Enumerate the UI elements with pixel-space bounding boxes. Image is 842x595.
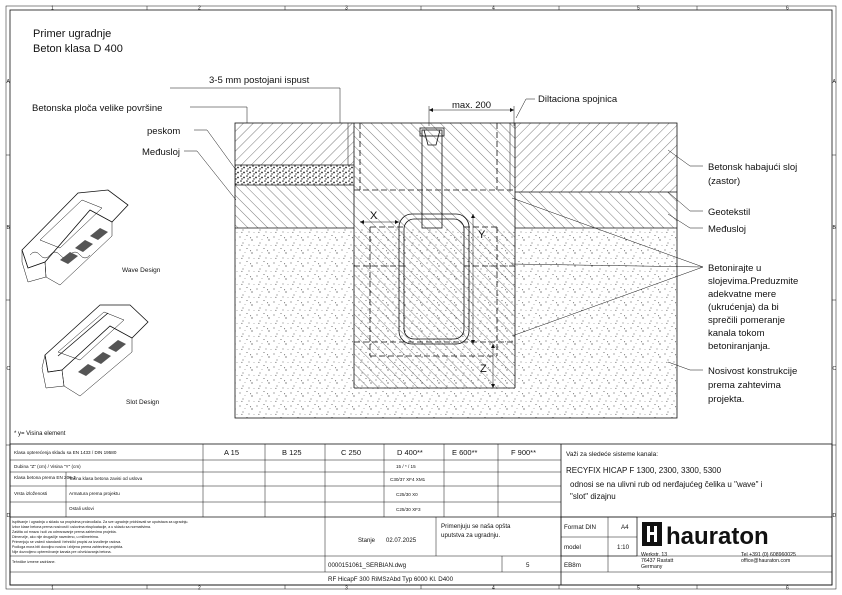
depth-height-value: 15 / * / 15 [396, 464, 416, 469]
label-wave-design: Wave Design [122, 267, 161, 274]
label-sand: peskom [147, 126, 181, 137]
col-marker-1-bottom: 1 [51, 585, 54, 592]
label-interlayer-left: Međusloj [142, 147, 181, 158]
col-marker-5-bottom: 5 [637, 585, 640, 592]
label-max-dim: max. 200 [452, 100, 492, 111]
col-marker-6-bottom: 6 [786, 585, 789, 592]
sub-label-3: Vrsta izloženosti [14, 491, 48, 496]
concrete-note-1: Betonirajte u [708, 263, 762, 274]
load-class-label: Klasa opterećenja skladu sa EN 1433 / DIN 19580 [14, 450, 117, 455]
right-interlayer [515, 192, 677, 228]
company-street: Werkstr. 13 [641, 552, 668, 558]
bearing-note-2: prema zahtevima [708, 380, 781, 391]
concrete-value-2: C25/30 X0 [396, 492, 418, 497]
doc-number: 0000151061_SERBIAN.dwg [328, 562, 407, 569]
hauraton-logo [642, 522, 769, 550]
col-marker-3: 3 [345, 5, 348, 12]
system-line-3: "slot" dizajnu [570, 492, 616, 501]
concrete-note-5: sprečili pomeranje [708, 315, 786, 326]
load-class-e600: E 600** [452, 448, 478, 457]
concrete-note-6: kanala tokom [708, 328, 765, 339]
system-line-2: odnosi se na ulivni rub od nerđajućeg čelika u "wave" i [570, 480, 763, 489]
concrete-note-2: slojevima.Preduzmite [708, 276, 799, 287]
concrete-note-7: betoniranjanja. [708, 341, 771, 352]
col-marker-5: 5 [637, 5, 640, 12]
label-geotextile: Geotekstil [708, 207, 751, 218]
label-wear-layer-1: Betonsk habajući sloj [708, 162, 798, 173]
label-y: Y [478, 229, 486, 241]
bearing-note-3: projekta. [708, 394, 745, 405]
slot-grate-icon [42, 305, 160, 406]
left-interlayer [235, 185, 354, 228]
format-value: A4 [621, 524, 629, 531]
note-4: Dimenzije, ako nije drugačije navedeno, u milimetrima. [12, 535, 99, 539]
concrete-value-3: C25/30 XF3 [396, 507, 421, 512]
col-marker-6: 6 [786, 5, 789, 12]
doc-lang: EB8m [564, 562, 581, 569]
label-wear-layer-2: (zastor) [708, 176, 741, 187]
scale-label: model [564, 544, 581, 551]
doc-page: 5 [526, 562, 530, 569]
label-expansion-gap: 3-5 mm postojani ispust [209, 75, 310, 86]
wave-grate-icon [22, 190, 161, 285]
state-date: 02.07.2025 [386, 538, 417, 544]
col-marker-3-bottom: 3 [345, 585, 348, 592]
col-marker-2: 2 [198, 5, 201, 12]
load-class-d400: D 400** [397, 448, 423, 457]
row-marker-a-right: A [832, 79, 836, 85]
load-class-c250: C 250 [341, 448, 362, 457]
col-marker-4: 4 [492, 5, 495, 12]
col-marker-2-bottom: 2 [198, 585, 201, 592]
company-mail: office@hauraton.com [741, 558, 791, 564]
format-label: Format DIN [564, 524, 596, 531]
note-7: Nije dozvoljeno opterećivanje kanala pre očvršćavanja betona. [12, 550, 112, 554]
load-class-b125: B 125 [282, 448, 302, 457]
state-label: Stanje [358, 538, 376, 544]
left-slab [235, 123, 354, 165]
depth-height-label: Dubina "Z" (cm) / Visina "Y" (cm) [14, 464, 81, 469]
row-marker-d-right: D [832, 513, 837, 519]
remark-2: uputstva za ugradnju. [441, 532, 501, 539]
row-marker-b-right: B [832, 225, 836, 231]
note-5: Primenjuju se važeći standardi i tehnički propisi za izvođenje radova. [12, 540, 122, 544]
label-dilatation: Diltaciona spojnica [538, 94, 618, 105]
sub-label-2: Tačna klasa betona zavisi od uslova [69, 476, 143, 481]
sand-layer [235, 165, 354, 185]
company-brand: hauraton [666, 523, 769, 550]
row-marker-c: C [6, 366, 11, 372]
right-slab [515, 123, 677, 192]
load-class-f900: F 900** [511, 448, 537, 457]
sub-label-1: Klasa betona prema EN 206-1 [14, 475, 76, 480]
system-heading: Važi za sledeće sisteme kanala: [566, 451, 659, 458]
label-z: Z [480, 363, 487, 375]
label-slot-design: Slot Design [126, 399, 160, 406]
scale-value: 1:10 [617, 544, 630, 551]
note-6: Podloga mora biti dovoljno nosiva i zbijena prema zahtevima projekta. [12, 545, 124, 549]
note-3: Zaštita od mraza i soli za odmrzavanje prema zahtevima projekta. [12, 530, 117, 534]
remark-1: Primenjuju se naša opšta [441, 523, 511, 530]
system-line-1: RECYFIX HICAP F 1300, 2300, 3300, 5300 [566, 466, 722, 475]
col-marker-1: 1 [51, 5, 54, 12]
note-8: Tehničke izmene zadržane. [12, 560, 56, 564]
concrete-note-3: adekvatne mere [708, 289, 777, 300]
product-line: RF HicapF 300 RiMSzAbd Typ 6000 Kl. D400 [328, 576, 454, 583]
drawing-title-line1: Primer ugradnje [33, 28, 112, 40]
company-city: 76437 Rastatt [641, 558, 674, 564]
title-block [10, 444, 832, 585]
concrete-value-1: C30/37 XF4 XM1 [390, 477, 426, 482]
load-class-a15: A 15 [224, 448, 240, 457]
footnote: * y= Visina element [14, 431, 66, 437]
label-x: X [370, 210, 378, 222]
col-marker-4-bottom: 4 [492, 585, 495, 592]
row-marker-c-right: C [832, 366, 837, 372]
row-marker-a: A [6, 79, 10, 85]
row-marker-d: D [6, 513, 11, 519]
bearing-note-1: Nosivost konstrukcije [708, 366, 798, 377]
note-1: Ispitivanje i ugradnja u skladu sa propisima proizvođača. Za sve ugradnje pridržavati se uputstava za ugradnju. [12, 520, 189, 524]
drawing-title-line2: Beton klasa D 400 [33, 43, 123, 55]
label-interlayer-right: Međusloj [708, 224, 747, 235]
company-country: Germany [641, 564, 663, 570]
cross-section [235, 106, 677, 418]
company-tel: Tel +391 (0) 608960025 [741, 552, 796, 558]
surround-concrete [354, 123, 515, 388]
row-marker-b: B [6, 225, 10, 231]
sub-label-4: Armatura prema projektu [69, 491, 120, 496]
concrete-note-4: (ukrućenja) da bi [708, 302, 779, 313]
note-2: Izbor klase betona prema nosivosti i uslovima eksploatacije, a u skladu sa normativima. [12, 525, 152, 529]
sub-label-5: Ostali uslovi [69, 506, 94, 511]
label-slab: Betonska ploča velike površine [32, 103, 163, 114]
